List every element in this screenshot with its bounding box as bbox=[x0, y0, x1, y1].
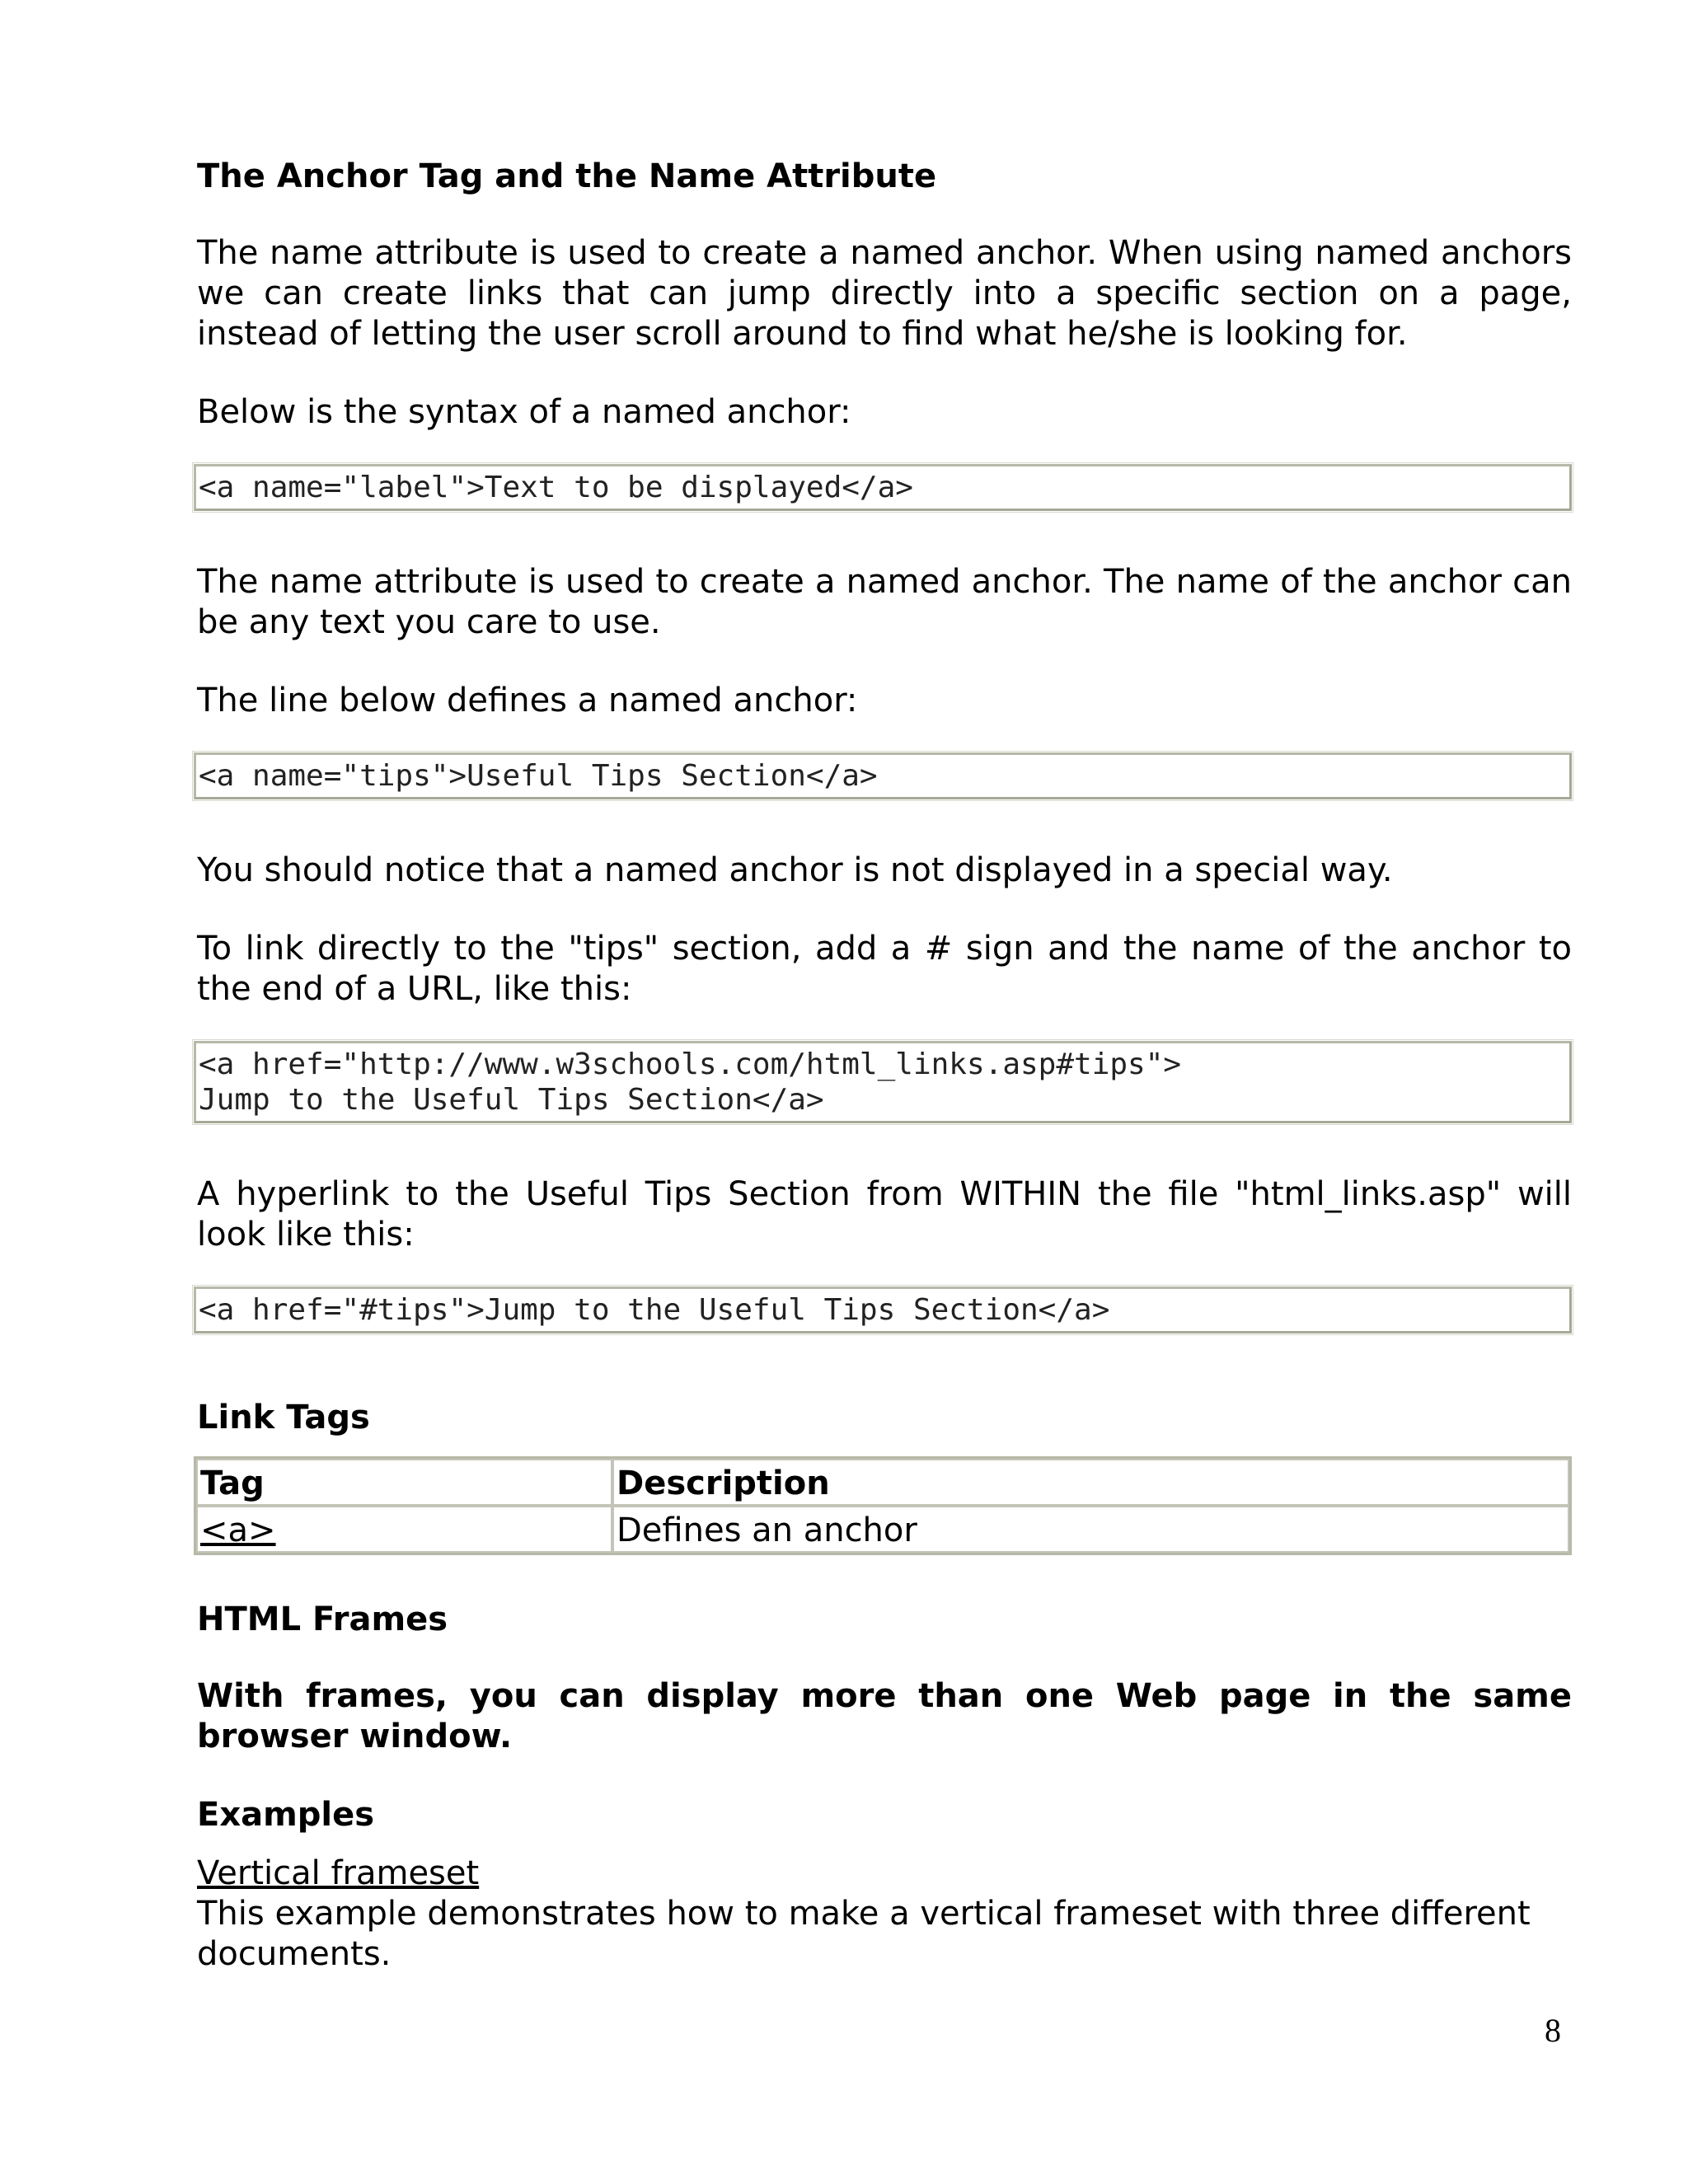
paragraph-link-directly: To link directly to the "tips" section, add a # sign and the name of the anchor to the end of a URL, like this: bbox=[197, 930, 1572, 1008]
paragraph-syntax-intro: Below is the syntax of a named anchor: bbox=[197, 393, 851, 431]
code-block-href-hash bbox=[194, 1286, 1572, 1333]
paragraph-hyperlink-within: A hyperlink to the Useful Tips Section from WITHIN the file "html_links.asp" will look like this: bbox=[197, 1175, 1572, 1254]
section-heading-link-tags: Link Tags bbox=[197, 1399, 370, 1436]
code-line: <a href="http://www.w3schools.com/html_links.asp#tips"> bbox=[199, 1047, 1182, 1081]
section-heading-html-frames: HTML Frames bbox=[197, 1601, 448, 1638]
example-item bbox=[197, 1854, 1572, 1975]
example-description: This example demonstrates how to make a vertical frameset with three different documents. bbox=[197, 1895, 1531, 1973]
page-number: 8 bbox=[1545, 2012, 1561, 2049]
table-row bbox=[196, 1506, 1569, 1553]
code-line: <a href="#tips">Jump to the Useful Tips Section</a> bbox=[199, 1293, 1110, 1327]
link-tags-table bbox=[194, 1456, 1572, 1555]
code-line: <a name="tips">Useful Tips Section</a> bbox=[199, 759, 878, 793]
code-block-href-url bbox=[194, 1041, 1572, 1123]
section-heading-examples: Examples bbox=[197, 1796, 375, 1834]
paragraph-name-attribute-intro: The name attribute is used to create a named anchor. When using named anchors we can create links that can jump directly into a specific section on a page, instead of letting the user scroll around to find what he/she is looking for. bbox=[197, 234, 1572, 353]
code-block-tips-anchor bbox=[194, 752, 1572, 799]
table-header-tag: Tag bbox=[196, 1459, 612, 1506]
section-heading-anchor-tag: The Anchor Tag and the Name Attribute bbox=[197, 157, 937, 195]
tag-a-link[interactable]: <a> bbox=[200, 1511, 276, 1549]
document-page bbox=[197, 157, 1572, 1975]
example-link-vertical-frameset[interactable]: Vertical frameset bbox=[197, 1854, 480, 1892]
table-cell-description: Defines an anchor bbox=[612, 1506, 1569, 1553]
table-cell-tag bbox=[196, 1506, 612, 1553]
code-line: Jump to the Useful Tips Section</a> bbox=[199, 1083, 824, 1117]
frames-intro: With frames, you can display more than one Web page in the same browser window. bbox=[197, 1677, 1572, 1755]
paragraph-anchor-name: The name attribute is used to create a named anchor. The name of the anchor can be any text you care to use. bbox=[197, 563, 1572, 641]
paragraph-not-displayed: You should notice that a named anchor is not displayed in a special way. bbox=[197, 851, 1393, 889]
table-header-row bbox=[196, 1459, 1569, 1506]
code-line: <a name="label">Text to be displayed</a> bbox=[199, 471, 913, 504]
table-header-description: Description bbox=[612, 1459, 1569, 1506]
code-block-syntax bbox=[194, 464, 1572, 511]
paragraph-line-below: The line below defines a named anchor: bbox=[197, 682, 858, 719]
